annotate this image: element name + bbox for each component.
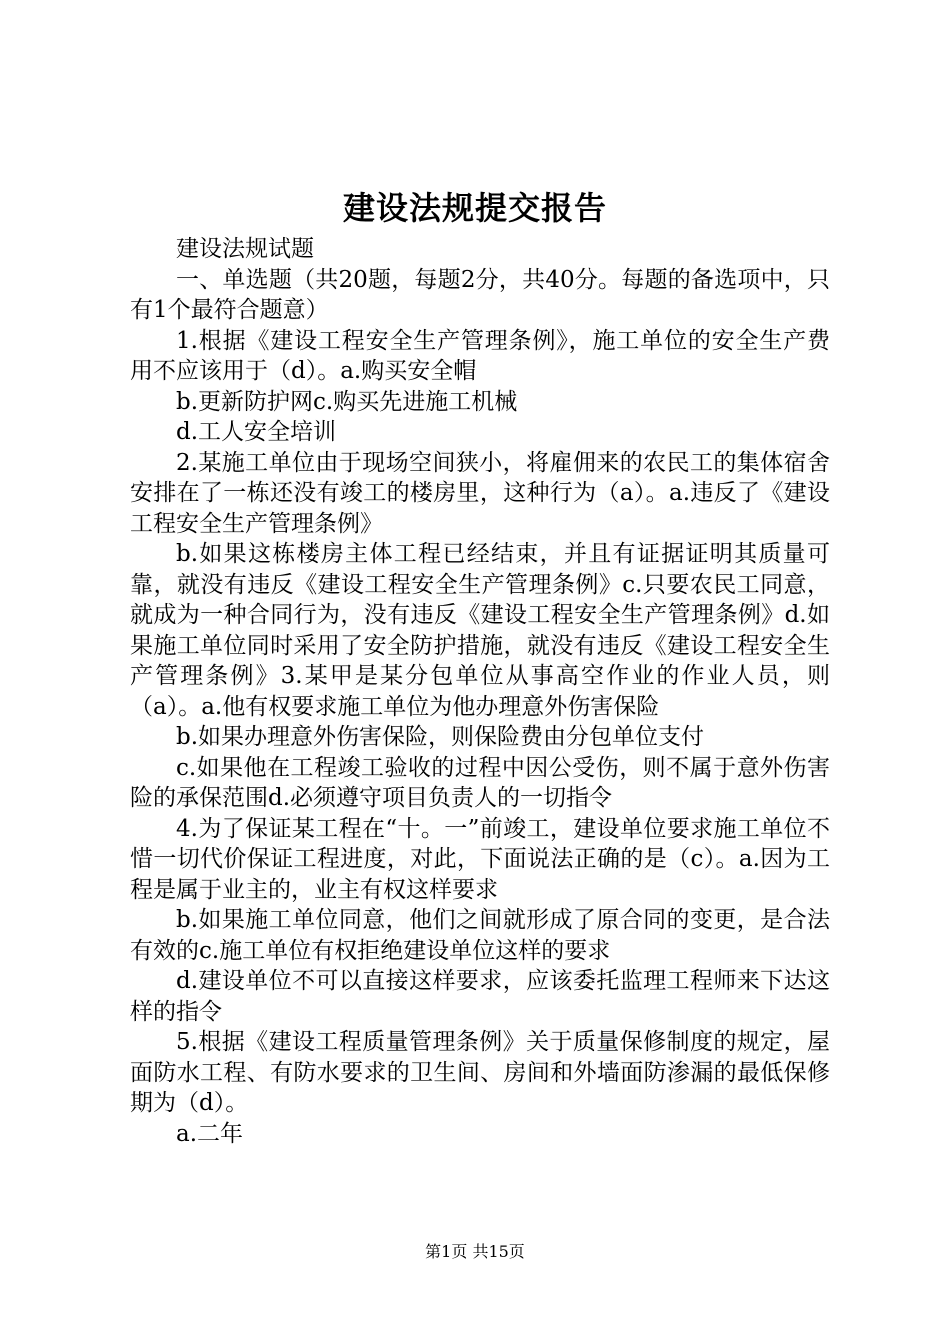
paragraph: b.如果施工单位同意，他们之间就形成了原合同的变更，是合法有效的c.施工单位有权拒绝建设单位这样的要求 bbox=[130, 907, 830, 964]
paragraph: a.二年 bbox=[176, 1120, 244, 1147]
paragraph: b.如果这栋楼房主体工程已经结束，并且有证据证明其质量可靠，就没有违反《建设工程安全生产管理条例》c.只要农民工同意，就成为一种合同行为，没有违反《建设工程安全生产管理条例》d.如果施工单位同时采用了安全防护措施，就没有违反《建设工程安全生产管理条例》3.某甲是某分包单位从事高空作业的作业人员，则（a）。a.他有权要求施工单位为他办理意外伤害保险 bbox=[130, 541, 830, 720]
paragraph: d.建设单位不可以直接这样要求，应该委托监理工程师来下达这样的指令 bbox=[130, 968, 830, 1025]
page-footer: 第1页 共15页 bbox=[425, 1242, 525, 1261]
document-body bbox=[130, 234, 830, 1149]
paragraph: c.如果他在工程竣工验收的过程中因公受伤，则不属于意外伤害险的承保范围d.必须遵守项目负责人的一切指令 bbox=[130, 754, 830, 811]
document-title: 建设法规提交报告 bbox=[342, 189, 607, 227]
paragraph: 5.根据《建设工程质量管理条例》关于质量保修制度的规定，屋面防水工程、有防水要求的卫生间、房间和外墙面防渗漏的最低保修期为（d）。 bbox=[130, 1029, 830, 1116]
paragraph: 建设法规试题 bbox=[176, 236, 314, 262]
paragraph: d.工人安全培训 bbox=[176, 419, 337, 445]
paragraph: 4.为了保证某工程在“十。一”前竣工，建设单位要求施工单位不惜一切代价保证工程进度，对此，下面说法正确的是（c）。a.因为工程是属于业主的，业主有权这样要求 bbox=[130, 815, 830, 903]
paragraph: 一、单选题（共20题，每题2分，共40分。每题的备选项中，只有1个最符合题意） bbox=[130, 266, 830, 323]
paragraph: b.更新防护网c.购买先进施工机械 bbox=[176, 388, 518, 415]
paragraph: 1.根据《建设工程安全生产管理条例》，施工单位的安全生产费用不应该用于（d）。a.购买安全帽 bbox=[130, 327, 830, 384]
paragraph: 2.某施工单位由于现场空间狭小，将雇佣来的农民工的集体宿舍安排在了一栋还没有竣工的楼房里，这种行为（a）。a.违反了《建设工程安全生产管理条例》 bbox=[130, 449, 830, 537]
paragraph: b.如果办理意外伤害保险，则保险费由分包单位支付 bbox=[176, 724, 705, 750]
